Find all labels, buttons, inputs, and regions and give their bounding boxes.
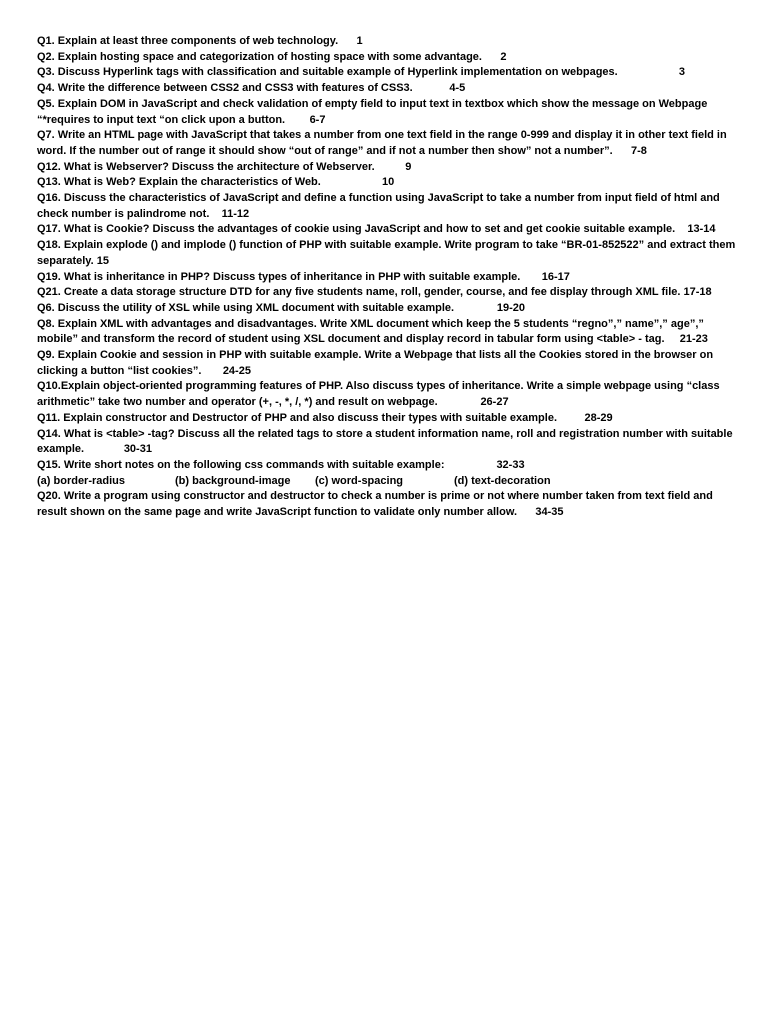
css-option-b: (b) background-image [175,474,291,487]
question-q13: Q13. What is Web? Explain the characteristics of Web. 10 [37,176,395,189]
question-q1: Q1. Explain at least three components of web technology. 1 [37,35,363,47]
css-option-c: (c) word-spacing [315,474,404,487]
question-q3: Q3. Discuss Hyperlink tags with classification and suitable example of Hyperlink implementation on webpages. 3 [37,66,685,79]
question-q14: Q14. What is <table> -tag? Discuss all the related tags to store a student information name, roll and registration number with suitable example. 30-31 [37,427,736,456]
question-q15: Q15. Write short notes on the following css commands with suitable example: 32-33 [37,458,525,471]
question-q7: Q7. Write an HTML page with JavaScript that takes a number from one text field in the range 0-999 and display it in other text field in word. If the number out of range it should show “out of range” and if not a number then show” not a number”. 7-8 [37,129,730,157]
question-q19: Q19. What is inheritance in PHP? Discuss types of inheritance in PHP with suitable example. 16-17 [37,270,570,283]
question-q18: Q18. Explain explode () and implode () function of PHP with suitable example. Write program to take “BR-01-852522” and extract them separately. 15 [37,239,739,267]
question-q11: Q11. Explain constructor and Destructor of PHP and also discuss their types with suitable example. 28-29 [37,411,613,424]
question-q17: Q17. What is Cookie? Discuss the advantages of cookie using JavaScript and how to set and get cookie suitable example. 13-14 [37,223,716,236]
css-options-row [37,474,738,490]
question-q10: Q10.Explain object-oriented programming features of PHP. Also discuss types of inheritance. Write a simple webpage using “class arithmetic” take two number and operator (+, -, *, /, *) and result on webpage. 26-27 [37,380,723,409]
question-q21: Q21. Create a data storage structure DTD for any five students name, roll, gender, course, and fee display through XML file. 17-18 [37,286,712,299]
question-q12: Q12. What is Webserver? Discuss the architecture of Webserver. 9 [37,160,412,173]
css-option-d: (d) text-decoration [454,474,551,487]
question-q4: Q4. Write the difference between CSS2 and CSS3 with features of CSS3. 4-5 [37,82,466,95]
question-q2: Q2. Explain hosting space and categorization of hosting space with some advantage. 2 [37,50,507,63]
css-option-a: (a) border-radius [37,474,126,487]
question-q20: Q20. Write a program using constructor and destructor to check a number is prime or not where number taken from text field and result shown on the same page and write JavaScript function to validate only number allow. 34-35 [37,490,716,519]
question-q5: Q5. Explain DOM in JavaScript and check validation of empty field to input text in textbox which show the message on Webpage “*requires to input text “on click upon a button. 6-7 [37,97,711,126]
question-q8: Q8. Explain XML with advantages and disadvantages. Write XML document which keep the 5 students “regno”,” name”,” age”,” mobile” and transform the record of student using XSL document and display record in tabular form using <table> - tag. 21-23 [37,317,708,346]
question-q16: Q16. Discuss the characteristics of JavaScript and define a function using JavaScript to take a number from input field of html and check number is palindrome not. 11-12 [37,192,723,220]
question-q9: Q9. Explain Cookie and session in PHP with suitable example. Write a Webpage that lists all the Cookies stored in the browser on clicking a button “list cookies”. 24-25 [37,349,717,377]
question-q6: Q6. Discuss the utility of XSL while using XML document with suitable example. 19-20 [37,301,525,314]
